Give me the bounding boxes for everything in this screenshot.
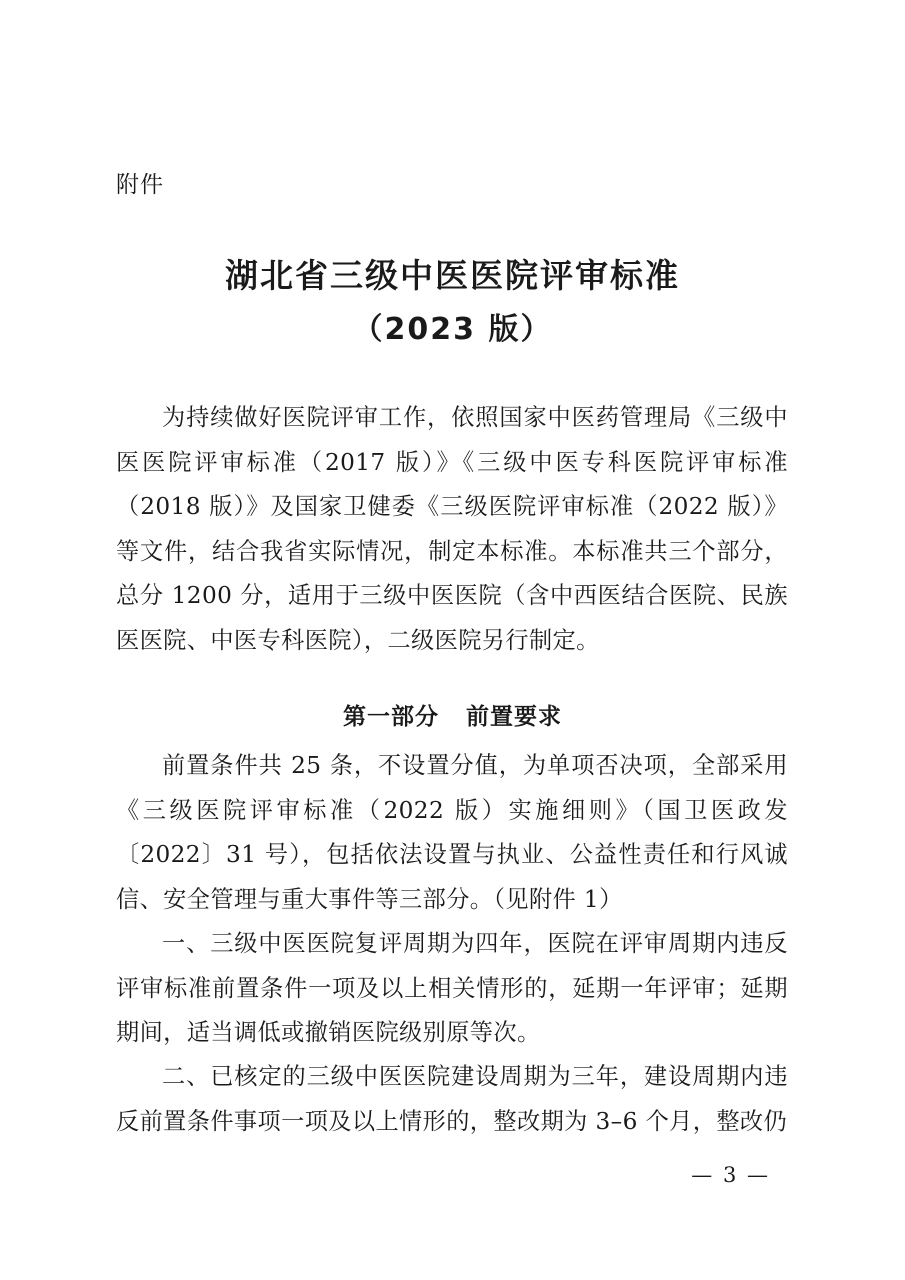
paragraph-prerequisites: 前置条件共 25 条，不设置分值，为单项否决项，全部采用《三级医院评审标准（2022 版）实施细则》（国卫医政发〔2022〕31 号），包括依法设置与执业、公益性责任和行风诚信、安全管理与重大事件等三部分。（见附件 1） <box>116 752 788 913</box>
intro-paragraph: 为持续做好医院评审工作，依照国家中医药管理局《三级中医医院评审标准（2017 版）》《三级中医专科医院评审标准（2018 版）》及国家卫健委《三级医院评审标准（2022 版）》等文件，结合我省实际情况，制定本标准。本标准共三个部分，总分 1200 分，适用于三级中医医院（含中西医结合医院、民族医医院、中医专科医院），二级医院另行制定。 <box>116 404 788 654</box>
document-subtitle-edition: （2023 版） <box>352 312 553 347</box>
section-heading: 第一部分 前置要求 <box>342 704 563 730</box>
attachment-label: 附件 <box>116 172 164 198</box>
document-title: 湖北省三级中医医院评审标准 <box>225 256 680 295</box>
paragraph-item-two: 二、已核定的三级中医医院建设周期为三年，建设周期内违反前置条件事项一项及以上情形的，整改期为 3–6 个月，整改仍 <box>116 1063 788 1135</box>
paragraph-item-one: 一、三级中医医院复评周期为四年，医院在评审周期内违反评审标准前置条件一项及以上相关情形的，延期一年评审；延期期间，适当调低或撤销医院级别原等次。 <box>116 930 788 1046</box>
page-number: — 3 — <box>691 1163 770 1187</box>
